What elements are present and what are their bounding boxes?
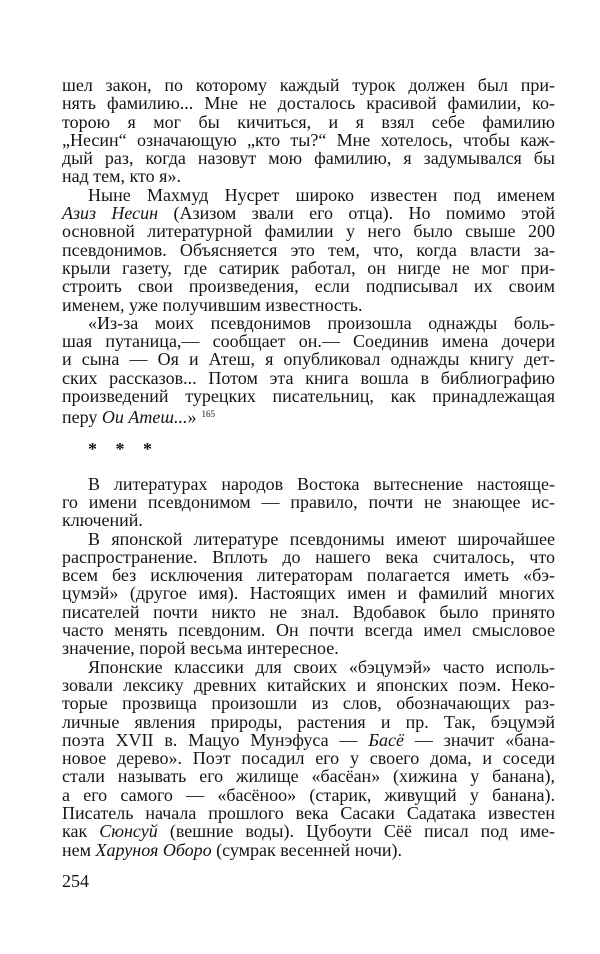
- text-line: [62, 621, 555, 639]
- text-segment: именем, уже получившим известность.: [62, 294, 363, 315]
- text-segment: нем: [62, 839, 96, 860]
- paragraph: [62, 658, 555, 859]
- italic-name: Харуноя Оборо: [95, 839, 212, 860]
- text-line: [62, 332, 555, 350]
- text-segment: часто менять псевдоним. Он почти всегда имел смысловое: [62, 620, 555, 641]
- text-segment: В японской литературе псевдонимы имеют широчайшее: [88, 528, 555, 549]
- text-segment: и сына — Оя и Атеш, я опубликовал однажды книгу дет-: [62, 349, 555, 370]
- text-line: [62, 511, 555, 529]
- text-segment: торые прозвища произошли из слов, обозначающих раз-: [62, 693, 555, 714]
- italic-name: Сюнсуй: [99, 821, 158, 842]
- text-line: [62, 584, 555, 602]
- text-segment: поэта XVII в. Мацуо Мунэфуса —: [62, 729, 369, 750]
- text-segment: — значит «бана-: [404, 729, 555, 750]
- text-line: [62, 731, 555, 749]
- page-body: [62, 76, 555, 859]
- text-segment: Писатель начала прошлого века Сасаки Садатака известен: [62, 802, 555, 823]
- text-segment: ключений.: [62, 510, 143, 531]
- text-line: [62, 167, 555, 185]
- text-line: [62, 76, 555, 94]
- text-line: [62, 387, 555, 405]
- text-segment: «Из-за моих псевдонимов произошла однажды боль-: [88, 312, 555, 333]
- text-segment: личные явления природы, растения и пр. Так, бэцумэй: [62, 711, 555, 732]
- text-segment: шая путаница,— сообщает он.— Соединив имена дочери: [62, 331, 555, 352]
- text-segment: а его самого — «басёноо» (старик, живущий у банана).: [62, 784, 555, 805]
- text-line: [62, 658, 555, 676]
- text-segment: „Несин“ означающую „кто ты?“ Мне хотелось, чтобы каж-: [62, 129, 555, 150]
- text-segment: произведений турецких писательниц, как принадлежащая: [62, 386, 555, 407]
- text-line: [62, 296, 555, 314]
- text-line: [62, 786, 555, 804]
- text-line: [62, 822, 555, 840]
- text-line: [62, 204, 555, 222]
- text-segment: над тем, кто я».: [62, 166, 181, 187]
- text-segment: строить свои произведения, если подписывал их своим: [62, 276, 555, 297]
- text-line: [62, 804, 555, 822]
- text-segment: »: [187, 407, 197, 428]
- paragraph: [62, 76, 555, 186]
- text-segment: Ныне Махмуд Нусрет широко известен под именем: [88, 184, 555, 205]
- text-segment: цумэй» (другое имя). Настоящих имен и фамилий многих: [62, 583, 555, 604]
- text-line: [62, 767, 555, 785]
- text-segment: го имени псевдонимом — правило, почти не знающее ис-: [62, 491, 555, 512]
- text-line: [62, 149, 555, 167]
- text-line: [62, 493, 555, 511]
- paragraph: [62, 530, 555, 658]
- text-segment: основной литературной фамилии у него было свыше 200: [62, 221, 555, 242]
- text-line: [62, 639, 555, 657]
- text-segment: торою я мог бы кичиться, и я взял себе фамилию: [62, 111, 555, 132]
- text-line: [62, 113, 555, 131]
- section-before-separator: [62, 75, 555, 428]
- text-line: [62, 277, 555, 295]
- paragraph: [62, 312, 555, 428]
- section-after-separator: [62, 475, 555, 859]
- text-line: [62, 530, 555, 548]
- text-segment: (вешние воды). Цубоути Сёё писал под име-: [157, 821, 555, 842]
- text-line: [62, 603, 555, 621]
- text-line: [62, 475, 555, 493]
- text-segment: перу: [62, 407, 102, 428]
- paragraph: [62, 475, 555, 530]
- text-line: [62, 314, 555, 332]
- text-line: [62, 566, 555, 584]
- text-segment: распространение. Вплоть до нашего века считалось, что: [62, 546, 555, 567]
- text-segment: Японские классики для своих «бэцумэй» часто исполь-: [88, 656, 555, 677]
- text-line: [62, 241, 555, 259]
- text-line: [62, 548, 555, 566]
- text-segment: зовали лексику древних китайских и японских поэм. Неко-: [62, 674, 555, 695]
- text-segment: шел закон, по которому каждый турок должен был при-: [62, 75, 555, 95]
- text-segment: новое дерево». Поэт посадил его у своего дома, и соседи: [62, 748, 555, 769]
- text-line: [62, 94, 555, 112]
- text-line: [62, 676, 555, 694]
- text-line: [62, 222, 555, 240]
- text-line: [62, 841, 555, 859]
- text-line: [62, 749, 555, 767]
- text-line: [62, 131, 555, 149]
- italic-name: Басё: [368, 729, 404, 750]
- italic-name: Азиз Несин: [62, 203, 159, 224]
- text-line: [62, 259, 555, 277]
- section-separator: * * *: [88, 438, 152, 459]
- text-line: [62, 186, 555, 204]
- text-segment: всем без исключения литераторам полагается иметь «бэ-: [62, 565, 555, 586]
- text-segment: В литературах народов Востока вытеснение настояще-: [88, 473, 555, 494]
- footnote-ref: 165: [201, 409, 215, 420]
- page-number: 254: [62, 871, 89, 891]
- paragraph: [62, 186, 555, 314]
- text-line: [62, 694, 555, 712]
- text-segment: нять фамилию... Мне не досталось красивой фамилии, ко-: [62, 93, 555, 114]
- text-line: [62, 350, 555, 368]
- text-segment: как: [62, 821, 100, 842]
- italic-name: Ои Атеш...: [101, 407, 188, 428]
- text-line: [62, 405, 555, 428]
- text-segment: дый раз, когда назовут мою фамилию, я задумывался бы: [62, 148, 555, 169]
- text-segment: крыли газету, где сатирик работал, он нигде не мог при-: [62, 257, 555, 278]
- text-segment: (Азизом звали его отца). Но помимо этой: [158, 203, 555, 224]
- text-segment: писателей почти никто не знал. Вдобавок было принято: [62, 601, 555, 622]
- text-line: [62, 369, 555, 387]
- text-segment: ских рассказов... Потом эта книга вошла в библиографию: [62, 367, 555, 388]
- text-segment: псевдонимов. Объясняется это тем, что, когда власти за-: [62, 239, 555, 260]
- text-segment: стали называть его жилище «басёан» (хижина у банана),: [62, 766, 555, 787]
- text-line: [62, 713, 555, 731]
- text-segment: (сумрак весенней ночи).: [211, 839, 403, 860]
- text-segment: значение, порой весьма интересное.: [62, 638, 339, 659]
